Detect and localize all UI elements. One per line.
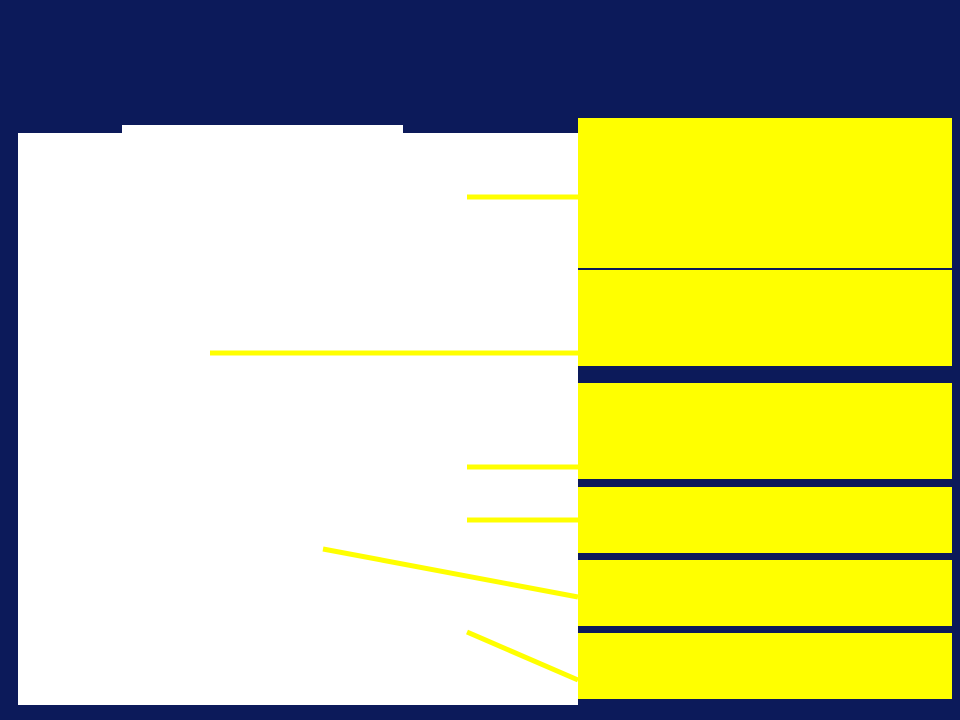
- connector-line: [323, 549, 578, 597]
- connector-line: [467, 632, 578, 680]
